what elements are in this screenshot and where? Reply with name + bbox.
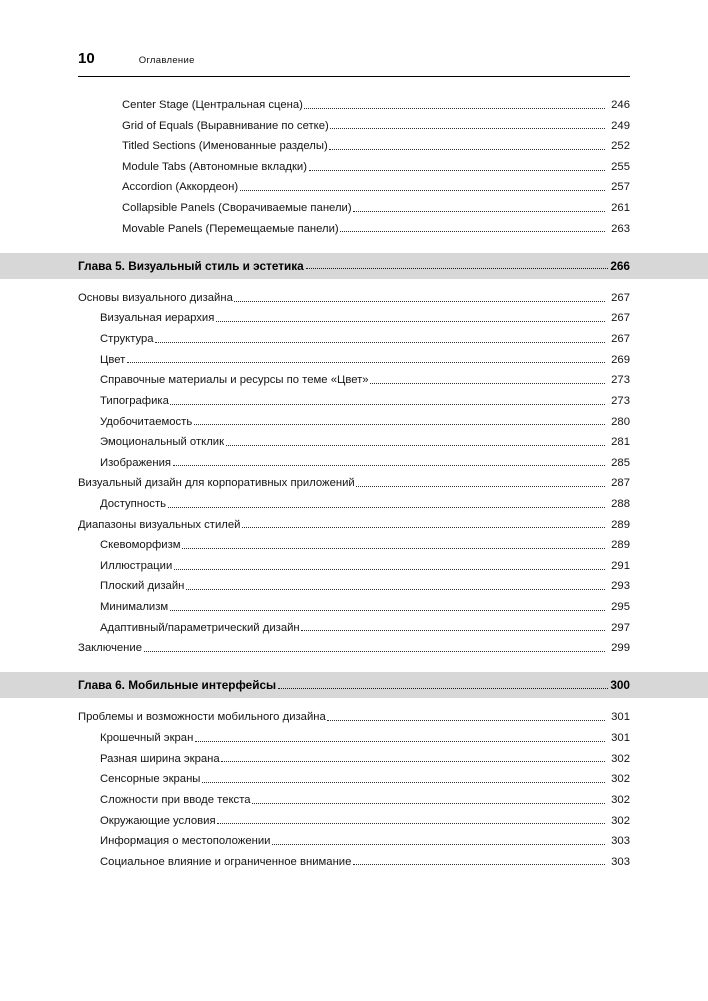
toc-entry-row[interactable]: [78, 139, 630, 153]
toc-dot-leader: [174, 569, 605, 570]
toc-entry-row[interactable]: [78, 435, 630, 449]
toc-entry-row[interactable]: [78, 98, 630, 112]
toc-entry-row[interactable]: [78, 373, 630, 387]
toc-dot-leader: [168, 507, 605, 508]
toc-entry-page-number: 280: [611, 415, 630, 428]
toc-entry-label: Проблемы и возможности мобильного дизайна: [78, 711, 326, 724]
toc-entry-page-number: 267: [611, 291, 630, 304]
toc-entry-label: Адаптивный/параметрический дизайн: [100, 621, 300, 634]
toc-dot-leader: [155, 342, 604, 343]
toc-dot-leader: [329, 149, 604, 150]
toc-entry-page-number: 301: [611, 711, 630, 724]
toc-entry-label: Минимализм: [100, 601, 169, 614]
toc-entry-label: Titled Sections (Именованные разделы): [122, 140, 328, 153]
toc-dot-leader: [202, 782, 605, 783]
page-number: 10: [78, 50, 95, 67]
toc-entry-page-number: 299: [611, 642, 630, 655]
toc-dot-leader: [217, 823, 604, 824]
toc-entry-row[interactable]: [78, 222, 630, 236]
toc-entry-label: Структура: [100, 333, 154, 346]
toc-dot-leader: [330, 128, 604, 129]
toc-entry-page-number: 249: [611, 119, 630, 132]
toc-entry-label: Collapsible Panels (Сворачиваемые панели): [122, 202, 352, 215]
toc-entry-row[interactable]: [78, 518, 630, 532]
toc-dot-leader: [144, 651, 605, 652]
toc-dot-leader: [370, 383, 604, 384]
toc-entry-row[interactable]: [78, 579, 630, 593]
toc-entry-row[interactable]: [78, 538, 630, 552]
toc-entry-label: Movable Panels (Перемещаемые панели): [122, 222, 339, 235]
toc-entry-page-number: 252: [611, 140, 630, 153]
toc-entry-row[interactable]: [78, 772, 630, 786]
toc-entry-page-number: 293: [611, 580, 630, 593]
toc-entry-row[interactable]: [78, 311, 630, 325]
toc-entry-row[interactable]: [78, 621, 630, 635]
toc-entry-page-number: 297: [611, 621, 630, 634]
toc-dot-leader: [226, 445, 605, 446]
toc-entry-page-number: 273: [611, 394, 630, 407]
toc-entry-label: Визуальная иерархия: [100, 312, 215, 325]
toc-dot-leader: [327, 720, 604, 721]
toc-entry-row[interactable]: [78, 731, 630, 745]
toc-entry-label: Grid of Equals (Выравнивание по сетке): [122, 119, 329, 132]
table-of-contents: [0, 77, 708, 869]
toc-entry-page-number: 301: [611, 732, 630, 745]
toc-dot-leader: [356, 486, 604, 487]
toc-entry-page-number: 289: [611, 539, 630, 552]
toc-entry-label: Заключение: [78, 642, 142, 655]
toc-entry-label: Эмоциональный отклик: [100, 436, 225, 449]
toc-entry-label: Основы визуального дизайна: [78, 291, 233, 304]
running-head: [0, 0, 708, 67]
toc-dot-leader: [216, 321, 605, 322]
toc-entry-label: Accordion (Аккордеон): [122, 181, 239, 194]
toc-entry-row[interactable]: [78, 456, 630, 470]
toc-dot-leader: [170, 610, 605, 611]
toc-entry-label: Справочные материалы и ресурсы по теме «Цвет»: [100, 374, 369, 387]
toc-dot-leader: [304, 108, 604, 109]
toc-entry-label: Скевоморфизм: [100, 539, 181, 552]
toc-entry-label: Визуальный дизайн для корпоративных приложений: [78, 477, 355, 490]
toc-dot-leader: [242, 527, 605, 528]
toc-entry-label: Сенсорные экраны: [100, 773, 201, 786]
toc-dot-leader: [252, 803, 604, 804]
toc-entry-page-number: 288: [611, 497, 630, 510]
toc-entry-label: Изображения: [100, 456, 171, 469]
toc-entry-row[interactable]: [78, 752, 630, 766]
toc-entry-row[interactable]: [78, 497, 630, 511]
toc-entry-row[interactable]: [78, 160, 630, 174]
toc-entry-page-number: 291: [611, 559, 630, 572]
toc-entry-page-number: 257: [611, 181, 630, 194]
toc-chapter-row[interactable]: [0, 672, 708, 698]
toc-entry-label: Информация о местоположении: [100, 835, 271, 848]
toc-entry-row[interactable]: [78, 793, 630, 807]
toc-dot-leader: [186, 589, 605, 590]
toc-dot-leader: [194, 424, 605, 425]
toc-entry-label: Сложности при вводе текста: [100, 793, 251, 806]
toc-dot-leader: [234, 301, 604, 302]
toc-chapter-label: Глава 6. Мобильные интерфейсы: [78, 678, 277, 693]
toc-entry-label: Module Tabs (Автономные вкладки): [122, 160, 307, 173]
toc-dot-leader: [170, 404, 604, 405]
toc-dot-leader: [301, 630, 604, 631]
toc-entry-row[interactable]: [78, 600, 630, 614]
toc-entry-page-number: 303: [611, 835, 630, 848]
toc-entry-row[interactable]: [78, 180, 630, 194]
toc-entry-label: Иллюстрации: [100, 559, 173, 572]
toc-chapter-row[interactable]: [0, 253, 708, 279]
toc-entry-page-number: 267: [611, 312, 630, 325]
toc-entry-page-number: 302: [611, 814, 630, 827]
toc-dot-leader: [195, 741, 605, 742]
toc-entry-page-number: 302: [611, 793, 630, 806]
toc-entry-label: Типографика: [100, 394, 169, 407]
running-head-title: Оглавление: [138, 55, 195, 66]
toc-dot-leader: [182, 548, 604, 549]
toc-entry-row[interactable]: [78, 394, 630, 408]
toc-entry-page-number: 246: [611, 99, 630, 111]
toc-dot-leader: [306, 268, 609, 269]
toc-entry-label: Диапазоны визуальных стилей: [78, 518, 241, 531]
toc-entry-page-number: 287: [611, 477, 630, 490]
toc-entry-label: Цвет: [100, 353, 126, 366]
toc-entry-page-number: 300: [610, 678, 630, 693]
toc-entry-page-number: 266: [610, 258, 630, 273]
toc-entry-page-number: 303: [611, 855, 630, 868]
toc-entry-page-number: 302: [611, 752, 630, 765]
toc-dot-leader: [353, 211, 604, 212]
toc-dot-leader: [240, 190, 605, 191]
toc-entry-page-number: 289: [611, 518, 630, 531]
toc-entry-label: Окружающие условия: [100, 814, 216, 827]
toc-entry-page-number: 295: [611, 601, 630, 614]
toc-entry-page-number: 255: [611, 160, 630, 173]
toc-dot-leader: [173, 465, 605, 466]
toc-dot-leader: [353, 864, 605, 865]
toc-entry-page-number: 267: [611, 333, 630, 346]
toc-dot-leader: [309, 170, 605, 171]
toc-entry-label: Крошечный экран: [100, 732, 194, 745]
toc-entry-label: Социальное влияние и ограниченное внимание: [100, 855, 352, 868]
toc-entry-row[interactable]: [78, 476, 630, 490]
toc-entry-page-number: 261: [611, 202, 630, 215]
toc-entry-page-number: 269: [611, 353, 630, 366]
toc-entry-row[interactable]: [78, 559, 630, 573]
toc-entry-page-number: 302: [611, 773, 630, 786]
toc-entry-row[interactable]: [78, 855, 630, 869]
toc-entry-label: Center Stage (Центральная сцена): [122, 99, 303, 111]
toc-entry-label: Доступность: [100, 497, 167, 510]
toc-entry-row[interactable]: [78, 415, 630, 429]
toc-entry-page-number: 285: [611, 456, 630, 469]
toc-entry-page-number: 281: [611, 436, 630, 449]
toc-entry-page-number: 263: [611, 222, 630, 235]
toc-chapter-label: Глава 5. Визуальный стиль и эстетика: [78, 258, 304, 273]
toc-entry-row[interactable]: [78, 201, 630, 215]
toc-dot-leader: [221, 761, 604, 762]
toc-dot-leader: [272, 844, 605, 845]
toc-entry-row[interactable]: [78, 834, 630, 848]
toc-dot-leader: [340, 231, 604, 232]
toc-entry-row[interactable]: [78, 710, 630, 724]
toc-entry-row[interactable]: [78, 332, 630, 346]
toc-entry-row[interactable]: [78, 119, 630, 133]
toc-entry-row[interactable]: [78, 641, 630, 655]
toc-entry-page-number: 273: [611, 374, 630, 387]
toc-entry-row[interactable]: [78, 814, 630, 828]
toc-dot-leader: [278, 688, 608, 689]
toc-entry-label: Разная ширина экрана: [100, 752, 220, 765]
toc-entry-label: Удобочитаемость: [100, 415, 193, 428]
toc-entry-row[interactable]: [78, 353, 630, 367]
toc-dot-leader: [127, 362, 605, 363]
toc-entry-row[interactable]: [78, 291, 630, 305]
toc-entry-label: Плоский дизайн: [100, 580, 185, 593]
